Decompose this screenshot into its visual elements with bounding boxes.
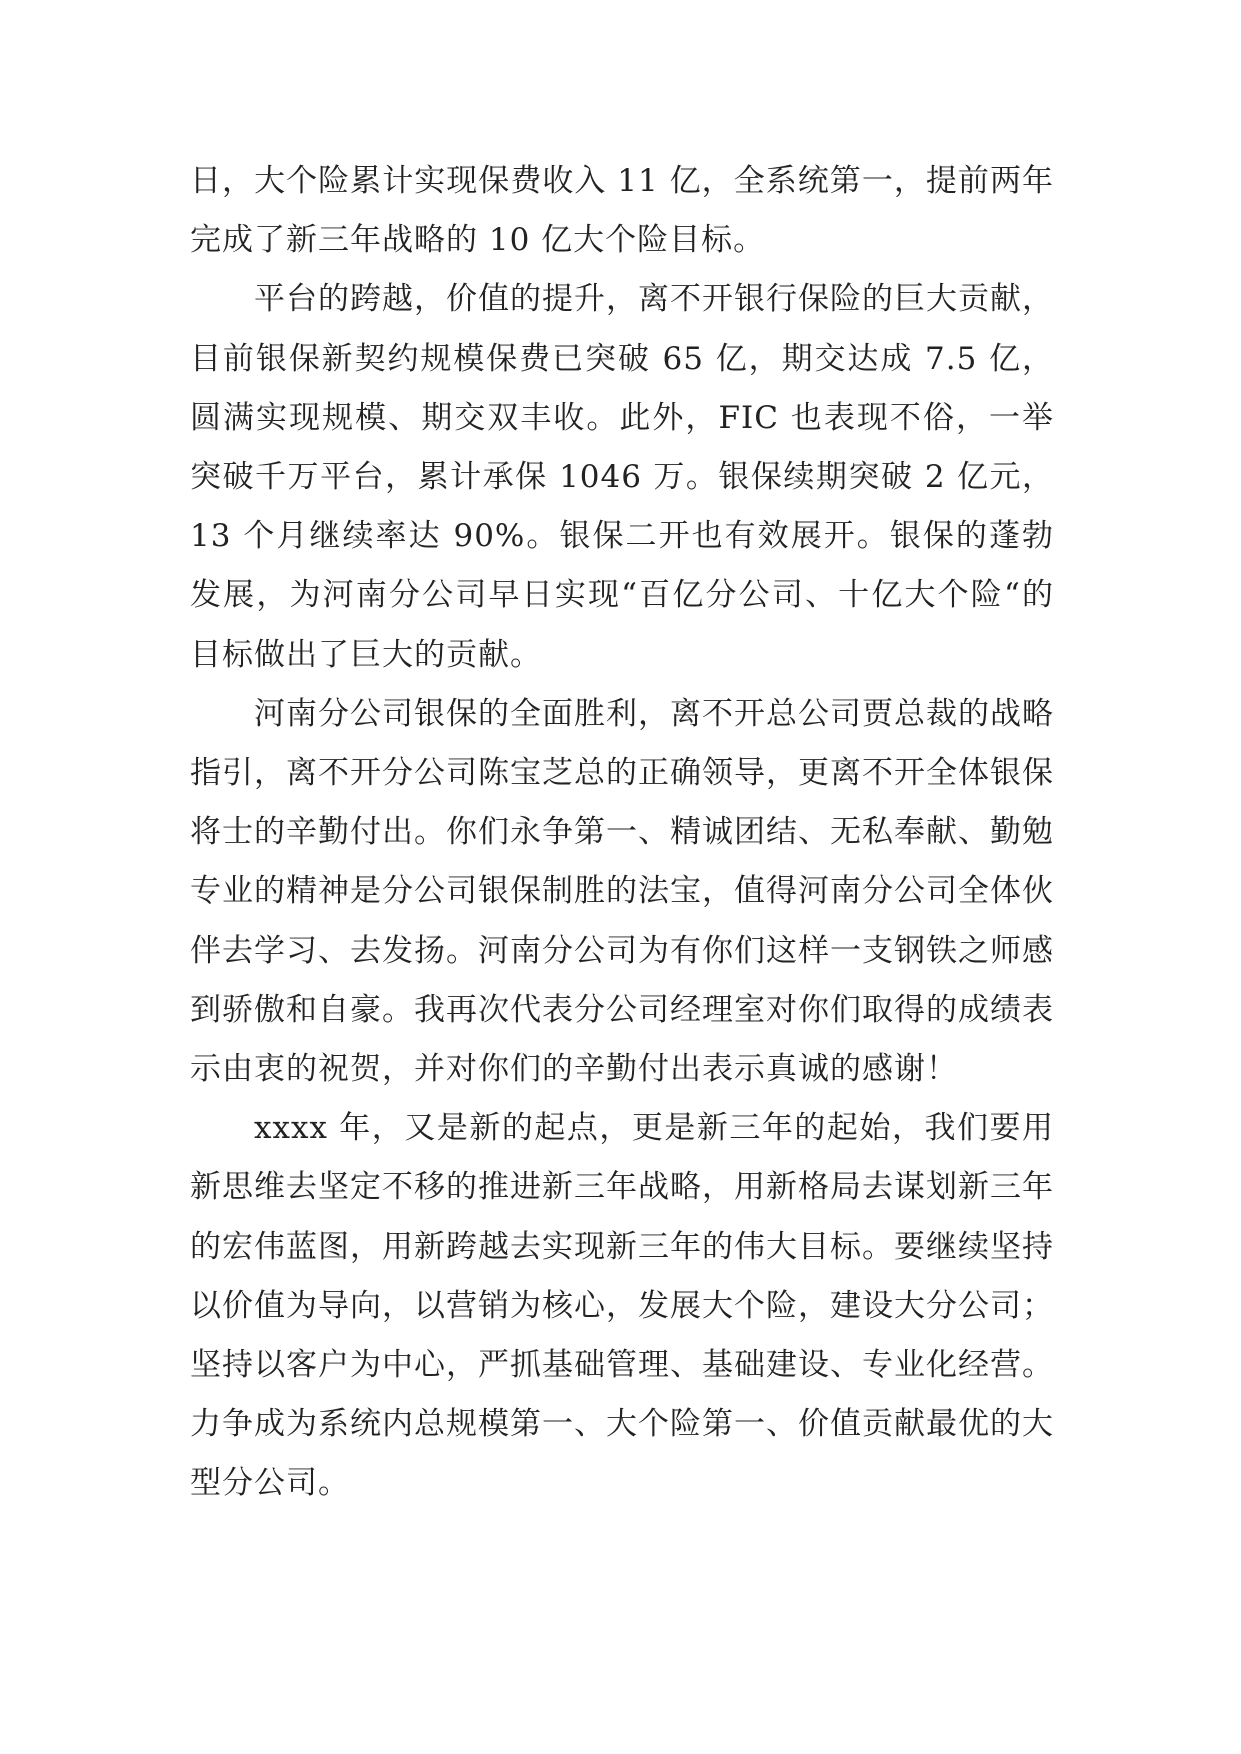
paragraph-new-starting-point: xxxx 年，又是新的起点，更是新三年的起始，我们要用新思维去坚定不移的推进新三年战略，用新格局去谋划新三年的宏伟蓝图，用新跨越去实现新三年的伟大目标。要继续坚持以价值为导向，以营销为核心，发展大个险，建设大分公司；坚持以客户为中心，严抓基础管理、基础建设、专业化经营。力争成为系统内总规模第一、大个险第一、价值贡献最优的大型分公司。 (190, 1110, 1054, 1502)
paragraph-bancassurance-contribution: 平台的跨越，价值的提升，离不开银行保险的巨大贡献，目前银保新契约规模保费已突破 65 亿，期交达成 7.5 亿，圆满实现规模、期交双丰收。此外，FIC 也表现不俗，一举突破千万平台，累计承保 1046 万。银保续期突破 2 亿元，13 个月继续率达 90%。银保二开也有效展开。银保的蓬勃发展，为河南分公司早日实现“百亿分公司、十亿大个险“的目标做出了巨大的贡献。 (190, 281, 1054, 673)
paragraph-acknowledgement: 河南分公司银保的全面胜利，离不开总公司贾总裁的战略指引，离不开分公司陈宝芝总的正确领导，更离不开全体银保将士的辛勤付出。你们永争第一、精诚团结、无私奉献、勤勉专业的精神是分公司银保制胜的法宝，值得河南分公司全体伙伴去学习、去发扬。河南分公司为有你们这样一支钢铁之师感到骄傲和自豪。我再次代表分公司经理室对你们取得的成绩表示由衷的祝贺，并对你们的辛勤付出表示真诚的感谢！ (190, 695, 1054, 1088)
document-body (190, 152, 1054, 1514)
paragraph-continued: 日，大个险累计实现保费收入 11 亿，全系统第一，提前两年完成了新三年战略的 10 亿大个险目标。 (190, 163, 1054, 259)
